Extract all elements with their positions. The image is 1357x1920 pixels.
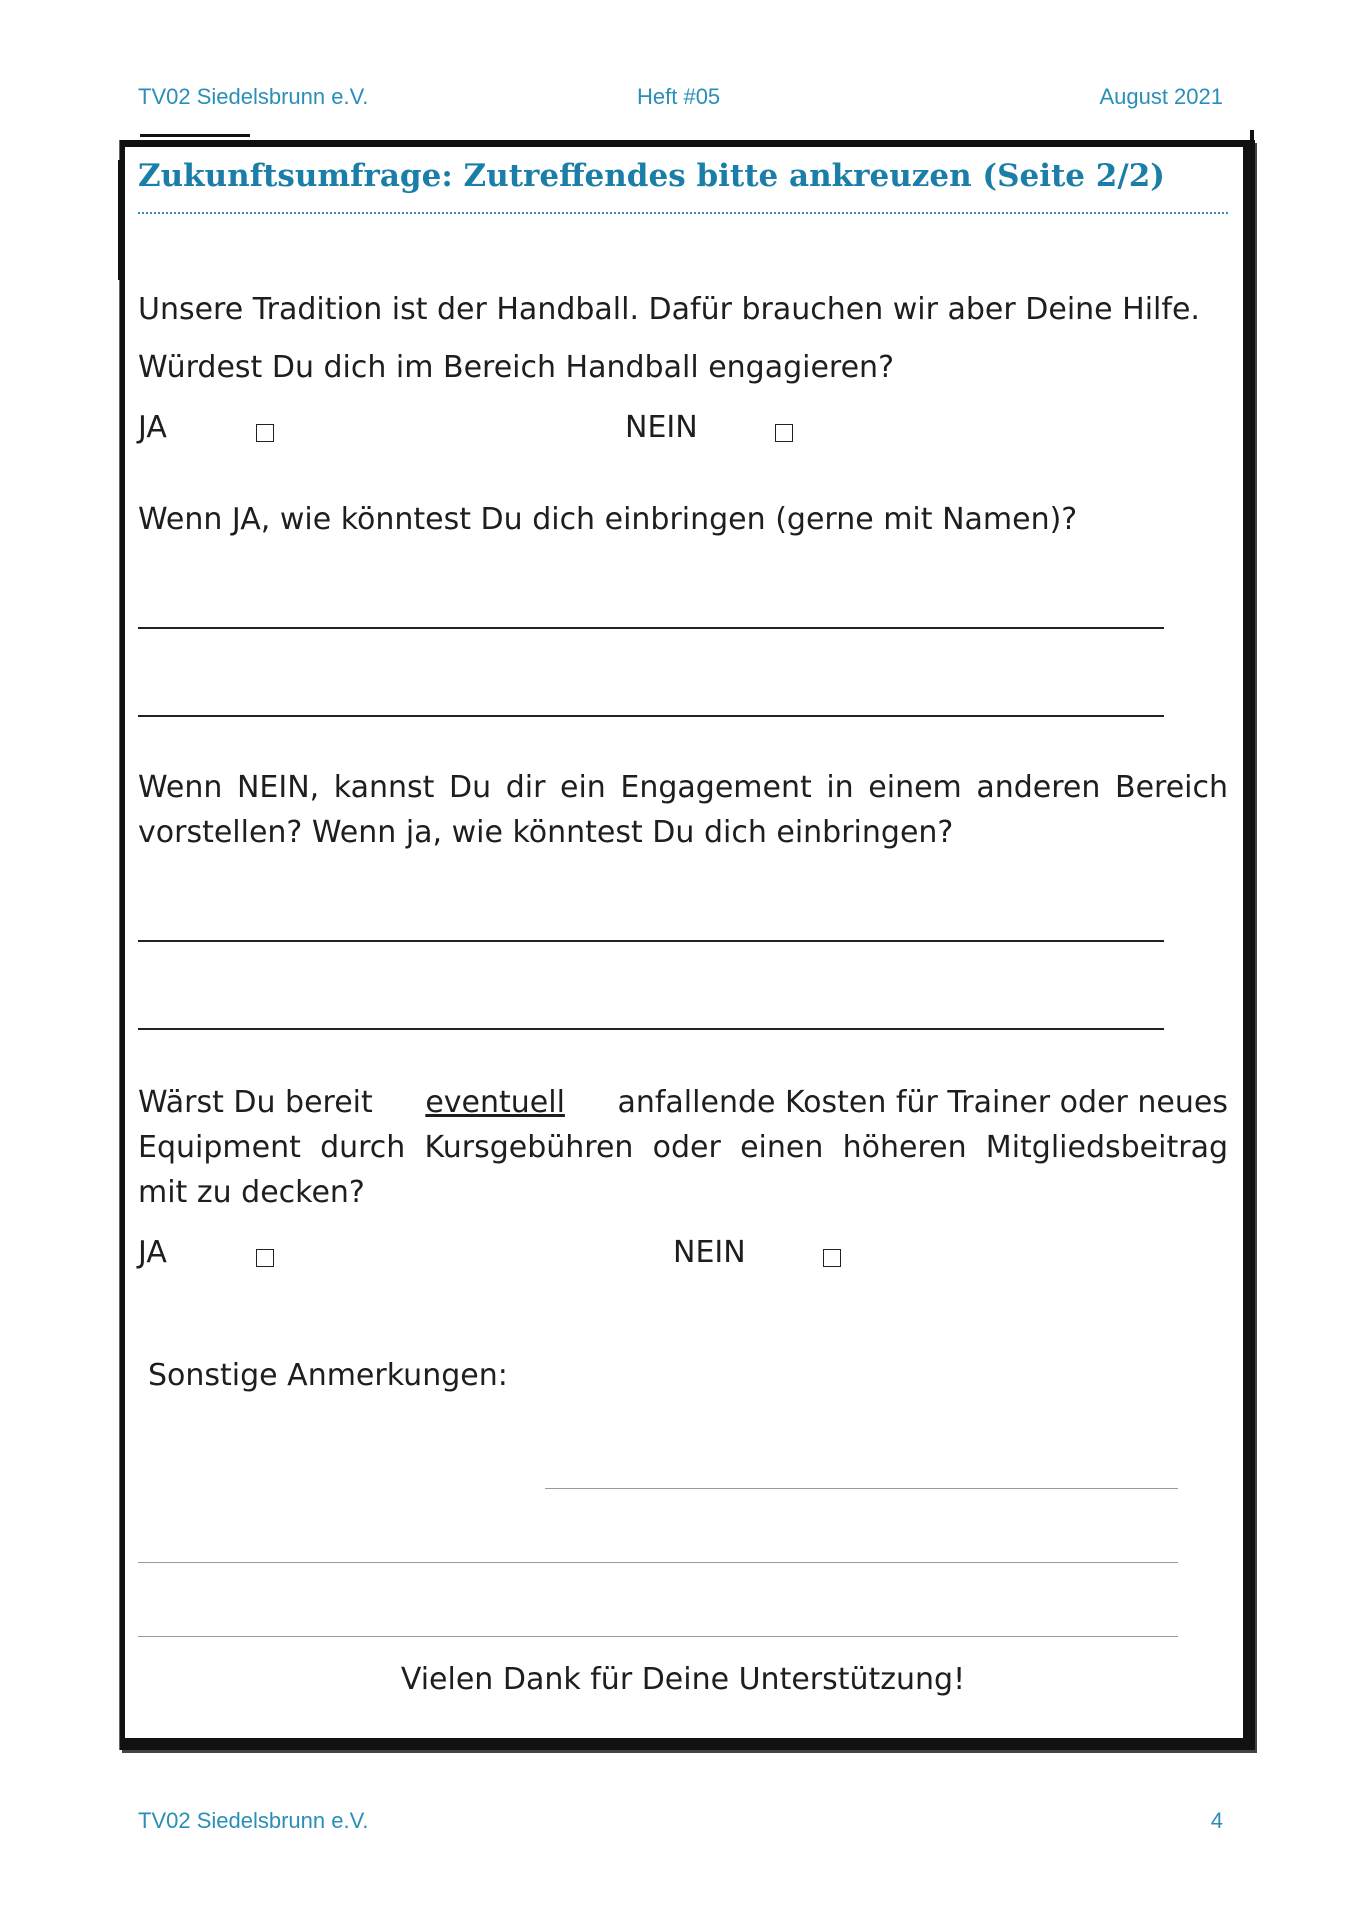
q4-yes-checkbox[interactable] — [256, 1249, 274, 1267]
q4-no-label: NEIN — [673, 1235, 746, 1270]
remarks-label: Sonstige Anmerkungen: — [148, 1358, 508, 1393]
q2-answer-line-2[interactable] — [138, 715, 1164, 717]
q2-text: Wenn JA, wie könntest Du dich einbringen (gerne mit Namen)? — [138, 502, 1078, 537]
q4-line3: mit zu decken? — [138, 1175, 365, 1210]
q1-line2: Würdest Du dich im Bereich Handball engagieren? — [138, 350, 894, 385]
q3-answer-line-2[interactable] — [138, 1028, 1164, 1030]
footer-page-number: 4 — [1210, 1808, 1223, 1833]
header-org: TV02 Siedelsbrunn e.V. — [138, 84, 369, 109]
footer-org: TV02 Siedelsbrunn e.V. — [138, 1808, 369, 1833]
thanks-message: Vielen Dank für Deine Unterstützung! — [400, 1662, 966, 1697]
remarks-line-1[interactable] — [545, 1488, 1178, 1489]
q1-yes-label: JA — [138, 410, 167, 445]
q4-line1 — [138, 1085, 1228, 1120]
q3-line2: vorstellen? Wenn ja, wie könntest Du dich einbringen? — [138, 815, 954, 850]
q1-no-checkbox[interactable] — [775, 424, 793, 442]
q4-line1-end: anfallende Kosten für Trainer oder neues — [617, 1085, 1228, 1120]
frame-brush-stroke — [1250, 130, 1254, 190]
title-dotted-rule — [138, 212, 1228, 214]
q2-answer-line-1[interactable] — [138, 627, 1164, 629]
q4-no-checkbox[interactable] — [823, 1249, 841, 1267]
q3-answer-line-1[interactable] — [138, 940, 1164, 942]
q4-line2: Equipment durch Kursgebühren oder einen höheren Mitgliedsbeitrag — [138, 1130, 1228, 1165]
survey-title: Zukunftsumfrage: Zutreffendes bitte ankreuzen (Seite 2/2) — [138, 158, 1165, 194]
header-date: August 2021 — [1099, 84, 1223, 109]
q1-yes-checkbox[interactable] — [256, 424, 274, 442]
q3-line1: Wenn NEIN, kannst Du dir ein Engagement in einem anderen Bereich — [138, 770, 1228, 805]
q1-line1: Unsere Tradition ist der Handball. Dafür brauchen wir aber Deine Hilfe. — [138, 292, 1200, 327]
remarks-line-3[interactable] — [138, 1636, 1178, 1637]
q4-line1-start: Wärst Du bereit — [138, 1085, 373, 1120]
q1-no-label: NEIN — [625, 410, 698, 445]
remarks-line-2[interactable] — [138, 1562, 1178, 1563]
frame-brush-stroke — [140, 134, 250, 137]
frame-brush-stroke — [118, 160, 121, 280]
q4-emphasis-eventuell: eventuell — [425, 1085, 565, 1120]
q4-yes-label: JA — [138, 1235, 167, 1270]
header-issue: Heft #05 — [637, 84, 721, 109]
